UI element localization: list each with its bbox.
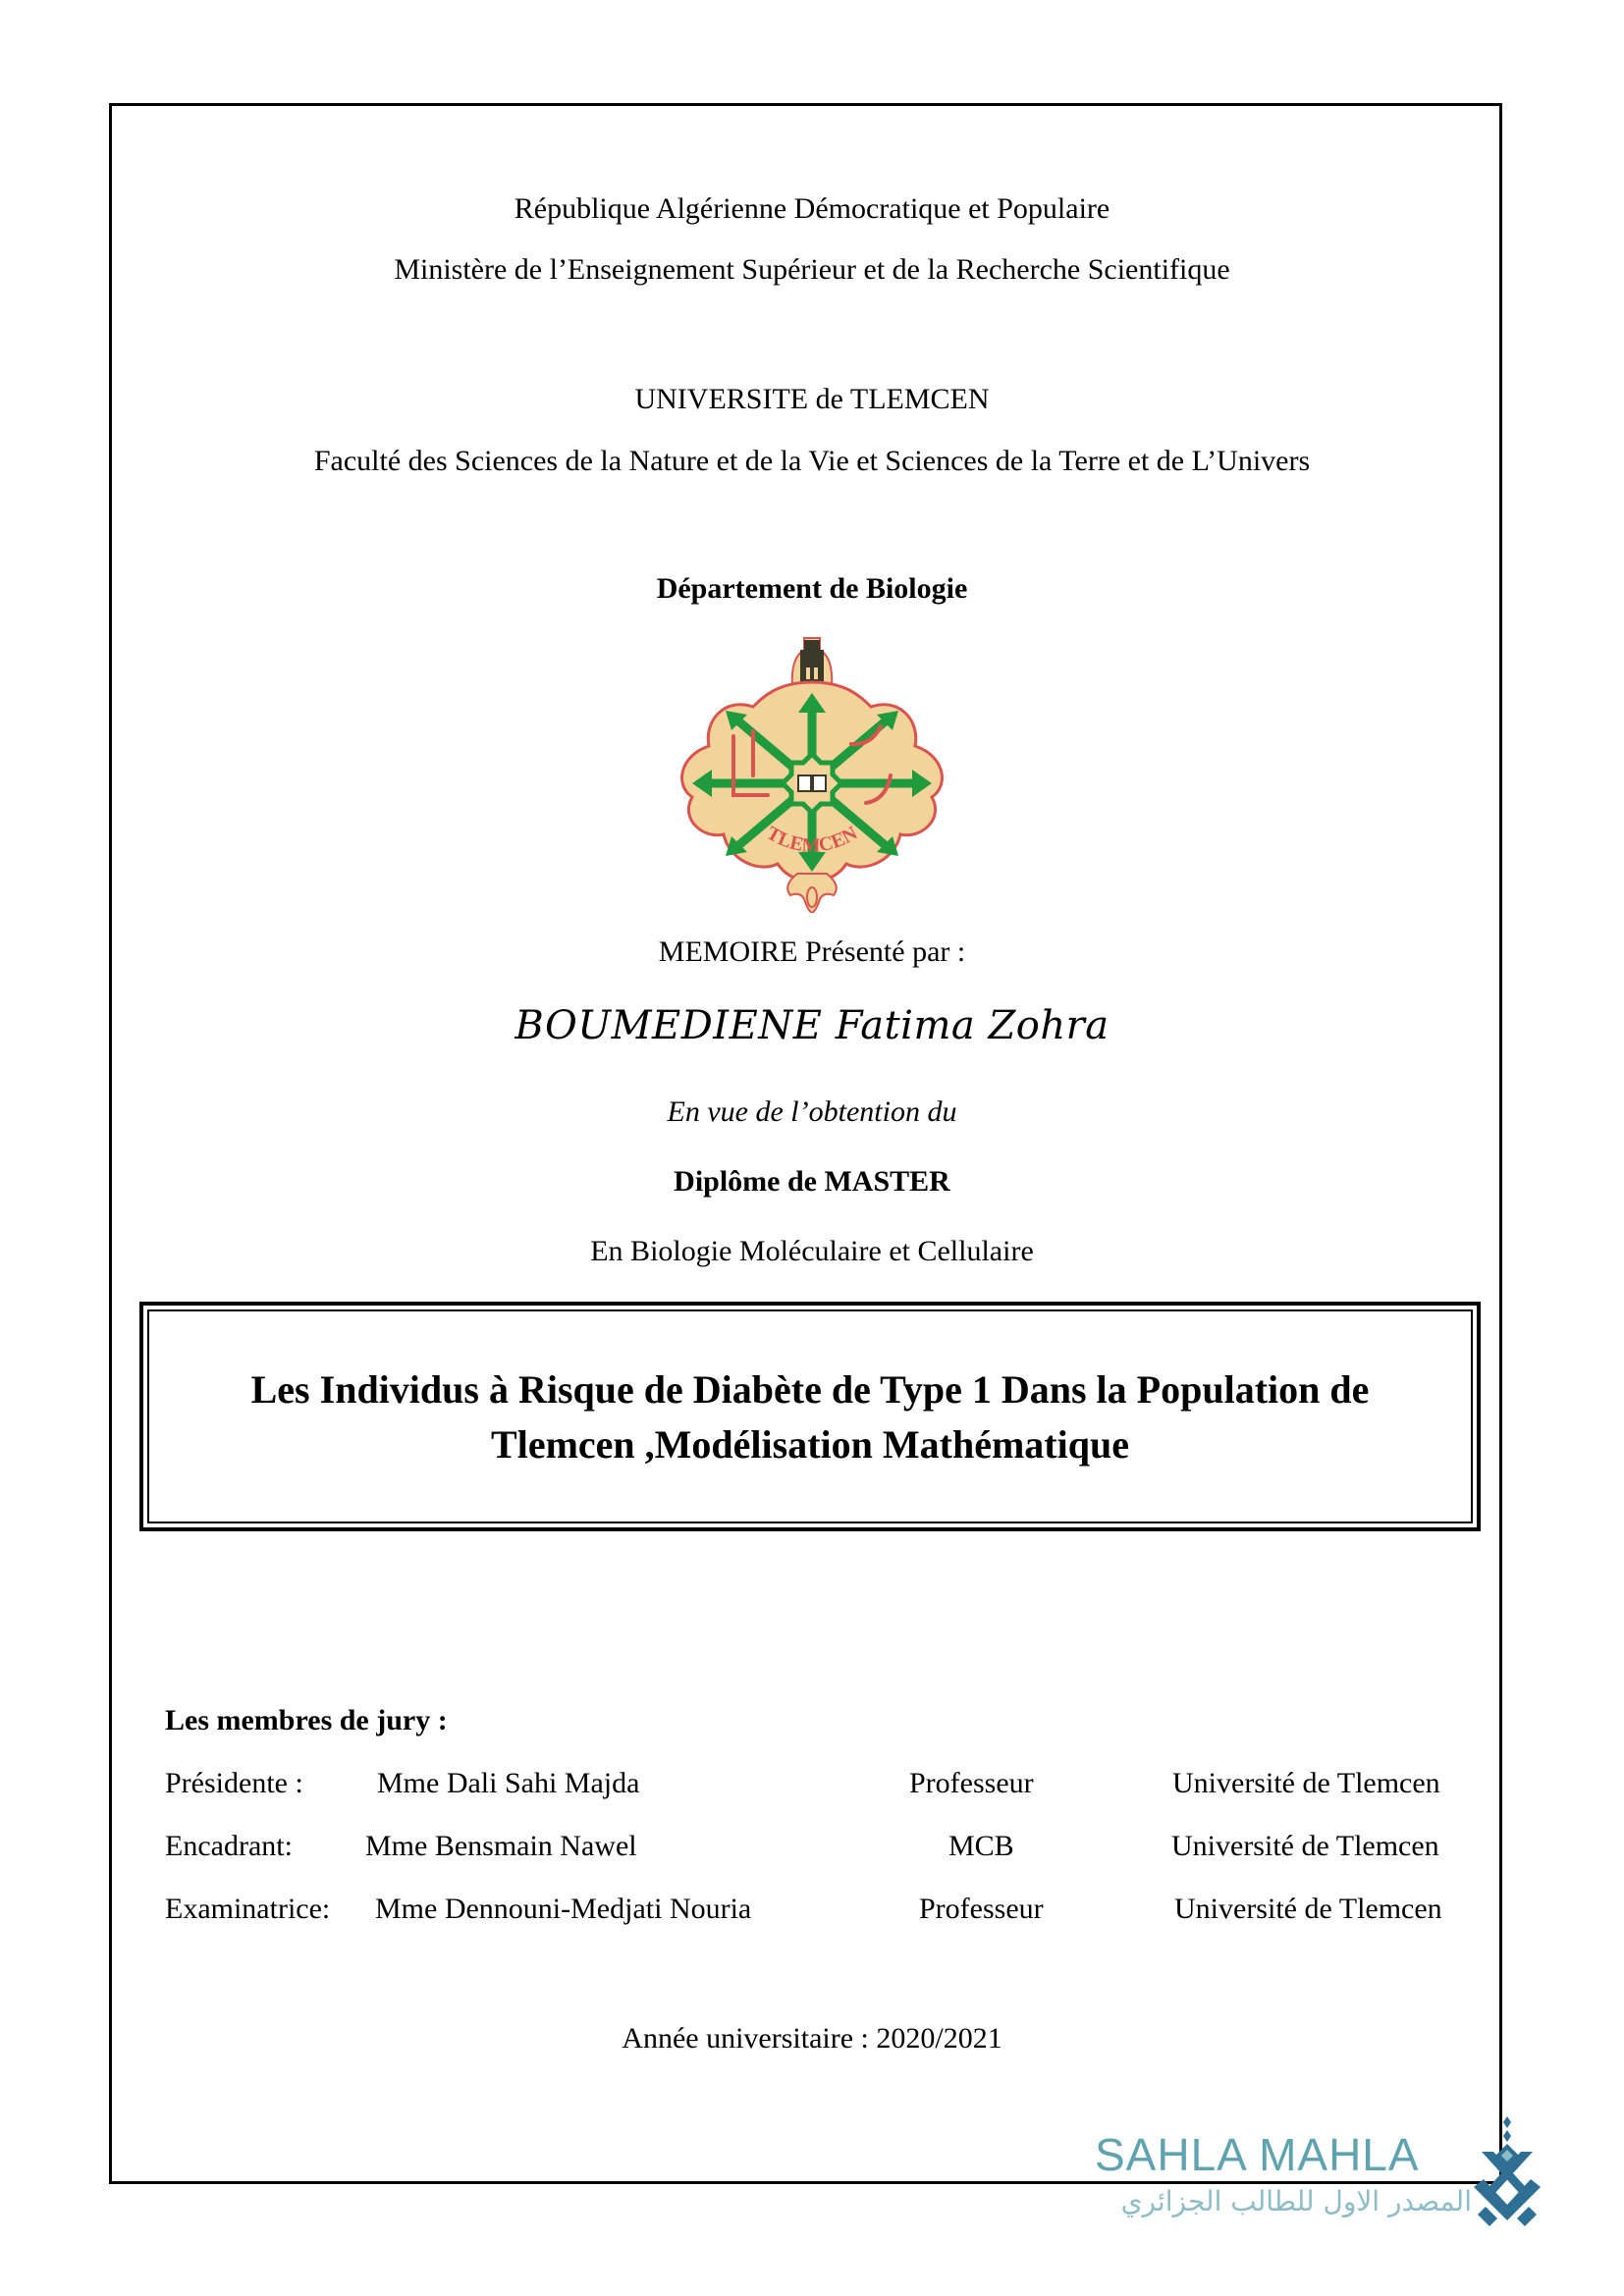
- jury-role: Examinatrice:: [165, 1893, 331, 1925]
- memoire-presented-by-label: MEMOIRE Présenté par :: [658, 935, 966, 968]
- faculty-name: Faculté des Sciences de la Nature et de la Vie et Sciences de la Terre et de L’Univers: [313, 445, 1311, 477]
- country-name: République Algérienne Démocratique et Populaire: [514, 192, 1110, 225]
- jury-member-grade: Professeur: [909, 1767, 1034, 1799]
- jury-row-examiner: [0, 1893, 1624, 1932]
- jury-member-institution: Université de Tlemcen: [1171, 1830, 1439, 1862]
- jury-member-grade: MCB: [948, 1830, 1014, 1862]
- jury-member-name: Mme Dali Sahi Majda: [377, 1767, 640, 1799]
- svg-text:TLEMCEN: TLEMCEN: [762, 822, 862, 857]
- university-name: UNIVERSITE de TLEMCEN: [634, 383, 990, 415]
- jury-member-name: Mme Dennouni-Medjati Nouria: [375, 1893, 752, 1925]
- thesis-title-line-2: Tlemcen ,Modélisation Mathématique: [491, 1422, 1129, 1467]
- jury-heading: Les membres de jury :: [165, 1704, 448, 1736]
- thesis-title-line-1: Les Individus à Risque de Diabète de Type 1 Dans la Population de: [250, 1367, 1370, 1412]
- ministry-name: Ministère de l’Enseignement Supérieur et de la Recherche Scientifique: [394, 253, 1230, 286]
- tlemcen-emblem-icon: [675, 628, 949, 913]
- author-name: BOUMEDIENE Fatima Zohra: [514, 1003, 1110, 1048]
- jury-member-institution: Université de Tlemcen: [1174, 1893, 1442, 1925]
- university-emblem-logo: [675, 628, 949, 913]
- jury-role: Encadrant:: [165, 1830, 293, 1862]
- sahla-mahla-emblem-icon: [1468, 2116, 1546, 2234]
- thesis-title-box: [139, 1302, 1481, 1531]
- jury-member-grade: Professeur: [919, 1893, 1044, 1925]
- jury-row-president: [0, 1767, 1624, 1806]
- department-name: Département de Biologie: [656, 572, 968, 605]
- diploma-name: Diplôme de MASTER: [674, 1165, 950, 1198]
- jury-row-supervisor: [0, 1830, 1624, 1869]
- watermark-subtitle: المصدر الاول للطالب الجزائري: [1120, 2185, 1472, 2217]
- sahla-mahla-watermark: [1095, 2128, 1546, 2236]
- academic-year: Année universitaire : 2020/2021: [622, 2022, 1002, 2055]
- thesis-title-inner-border: [147, 1309, 1473, 1523]
- watermark-title: SAHLA MAHLA: [1095, 2129, 1420, 2180]
- jury-role: Présidente :: [165, 1767, 303, 1799]
- specialty-name: En Biologie Moléculaire et Cellulaire: [590, 1235, 1034, 1267]
- jury-member-institution: Université de Tlemcen: [1172, 1767, 1440, 1799]
- jury-member-name: Mme Bensmain Nawel: [365, 1830, 637, 1862]
- obtention-label: En vue de l’obtention du: [667, 1095, 957, 1128]
